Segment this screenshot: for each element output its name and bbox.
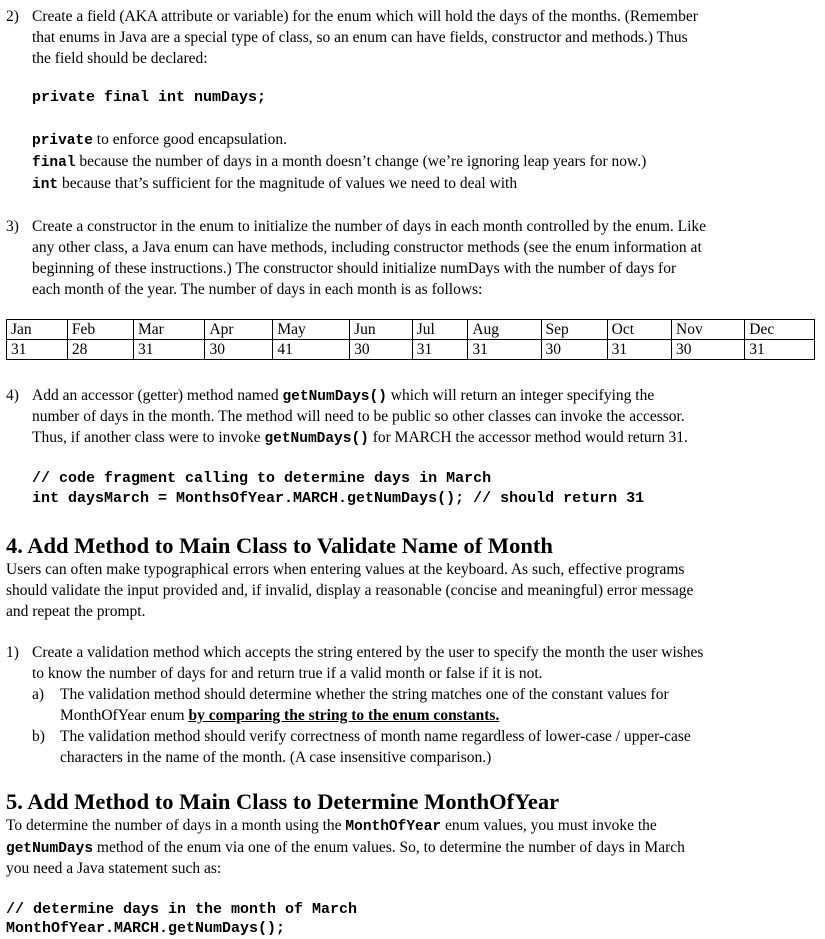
getnumdays-code: getNumDays() (264, 431, 369, 447)
month-cell: Apr (205, 320, 273, 340)
days-cell: 31 (134, 340, 205, 360)
final-explanation (32, 151, 646, 174)
month-cell: Sep (541, 320, 607, 340)
item-2-number: 2) (6, 8, 19, 25)
section-5-text: method of the enum via one of the enum values. So, to determine the number of days in March (93, 839, 685, 856)
month-cell: Oct (607, 320, 671, 340)
int-text: because that’s sufficient for the magnitude of values we need to deal with (58, 175, 518, 192)
month-cell: Nov (672, 320, 745, 340)
month-cell: Mar (134, 320, 205, 340)
month-cell: Aug (468, 320, 541, 340)
item-3-line-3: beginning of these instructions.) The constructor should initialize numDays with the number of days for (32, 260, 677, 277)
section-4-item-1-line-2: to know the number of days for and return true if a valid month or false if it is not. (32, 665, 543, 682)
section-5-line-2 (6, 837, 685, 860)
sub-item-b-number: b) (32, 728, 45, 745)
section-4-item-1-line-1: Create a validation method which accepts the string entered by the user to specify the month the user wishes (32, 644, 704, 661)
item-4-line-2: number of days in the month. The method will need to be public so other classes can invoke the accessor. (32, 408, 685, 425)
month-cell: May (273, 320, 350, 340)
section-5-heading: 5. Add Method to Main Class to Determine MonthOfYear (6, 789, 560, 814)
days-cell: 28 (67, 340, 133, 360)
item-4-text: which will return an integer specifying the (386, 387, 655, 404)
section-5-text: To determine the number of days in a month using the (6, 817, 346, 834)
days-cell: 30 (541, 340, 607, 360)
item-4-line-3 (32, 427, 688, 450)
days-cell: 30 (205, 340, 273, 360)
days-per-month-table (6, 319, 815, 360)
field-declaration-code: private final int numDays; (32, 89, 267, 106)
month-cell: Jul (412, 320, 468, 340)
section-5-text: enum values, you must invoke the (441, 817, 657, 834)
code-march-getnumdays: MonthOfYear.MARCH.getNumDays(); (6, 920, 286, 937)
section-4-item-1-number: 1) (6, 644, 19, 661)
item-3-line-2: any other class, a Java enum can have methods, including constructor methods (see the enum information at (32, 239, 702, 256)
days-cell: 31 (607, 340, 671, 360)
month-cell: Jan (7, 320, 68, 340)
section-4-line-2: should validate the input provided and, if invalid, display a reasonable (concise and meaningful) error message (6, 582, 694, 599)
days-cell: 31 (412, 340, 468, 360)
item-4-text: Thus, if another class were to invoke (32, 429, 265, 446)
item-4-text: for MARCH the accessor method would return 31. (368, 429, 688, 446)
sub-item-b-line-2: characters in the name of the month. (A case insensitive comparison.) (60, 749, 492, 766)
private-text: to enforce good encapsulation. (92, 131, 288, 148)
section-4-line-1: Users can often make typographical errors when entering values at the keyboard. As such, effective programs (6, 561, 685, 578)
private-explanation (32, 129, 287, 152)
item-2-line-2: that enums in Java are a special type of class, so an enum can have fields, constructor and methods.) Thus (32, 29, 688, 46)
sub-item-a-line-1: The validation method should determine whether the string matches one of the constant values for (60, 686, 669, 703)
comparing-enum-constants-emphasis: by comparing the string to the enum constants. (188, 707, 500, 724)
section-4-line-3: and repeat the prompt. (6, 603, 146, 620)
private-keyword: private (32, 133, 93, 149)
section-5-line-3: you need a Java statement such as: (6, 860, 222, 877)
item-3-number: 3) (6, 218, 19, 235)
days-cell: 30 (350, 340, 413, 360)
getnumdays-code: getNumDays() (282, 389, 387, 405)
section-4-heading: 4. Add Method to Main Class to Validate Name of Month (6, 533, 553, 558)
table-row-days (7, 340, 815, 360)
days-cell: 31 (468, 340, 541, 360)
int-explanation (32, 173, 517, 196)
days-cell: 31 (7, 340, 68, 360)
month-cell: Jun (350, 320, 413, 340)
code-days-march: int daysMarch = MonthsOfYear.MARCH.getNumDays(); // should return 31 (32, 490, 645, 507)
item-3-line-1: Create a constructor in the enum to initialize the number of days in each month controlled by the enum. Like (32, 218, 707, 235)
item-4-line-1 (32, 385, 654, 408)
code-comment-determine-march: // determine days in the month of March (6, 901, 358, 918)
section-5-line-1 (6, 815, 657, 838)
item-2-line-1: Create a field (AKA attribute or variable) for the enum which will hold the days of the months. (Remember (32, 8, 698, 25)
item-3-line-4: each month of the year. The number of days in each month is as follows: (32, 281, 483, 298)
item-4-number: 4) (6, 387, 19, 404)
month-cell: Feb (67, 320, 133, 340)
item-4-text: Add an accessor (getter) method named (32, 387, 283, 404)
int-keyword: int (32, 177, 59, 193)
sub-item-a-line-2 (60, 705, 499, 726)
final-keyword: final (32, 155, 76, 171)
days-cell: 31 (745, 340, 815, 360)
monthofyear-code: MonthOfYear (345, 819, 442, 835)
days-cell: 30 (672, 340, 745, 360)
sub-item-a-text: MonthOfYear enum (60, 707, 189, 724)
getnumdays-code: getNumDays (6, 841, 94, 857)
code-comment-march: // code fragment calling to determine days in March (32, 470, 492, 487)
sub-item-b-line-1: The validation method should verify correctness of month name regardless of lower-case / upper-case (60, 728, 691, 745)
final-text: because the number of days in a month doesn’t change (we’re ignoring leap years for now.) (75, 153, 647, 170)
table-row-months (7, 320, 815, 340)
month-cell: Dec (745, 320, 815, 340)
sub-item-a-number: a) (32, 686, 45, 703)
item-2-line-3: the field should be declared: (32, 50, 208, 67)
days-cell: 41 (273, 340, 350, 360)
